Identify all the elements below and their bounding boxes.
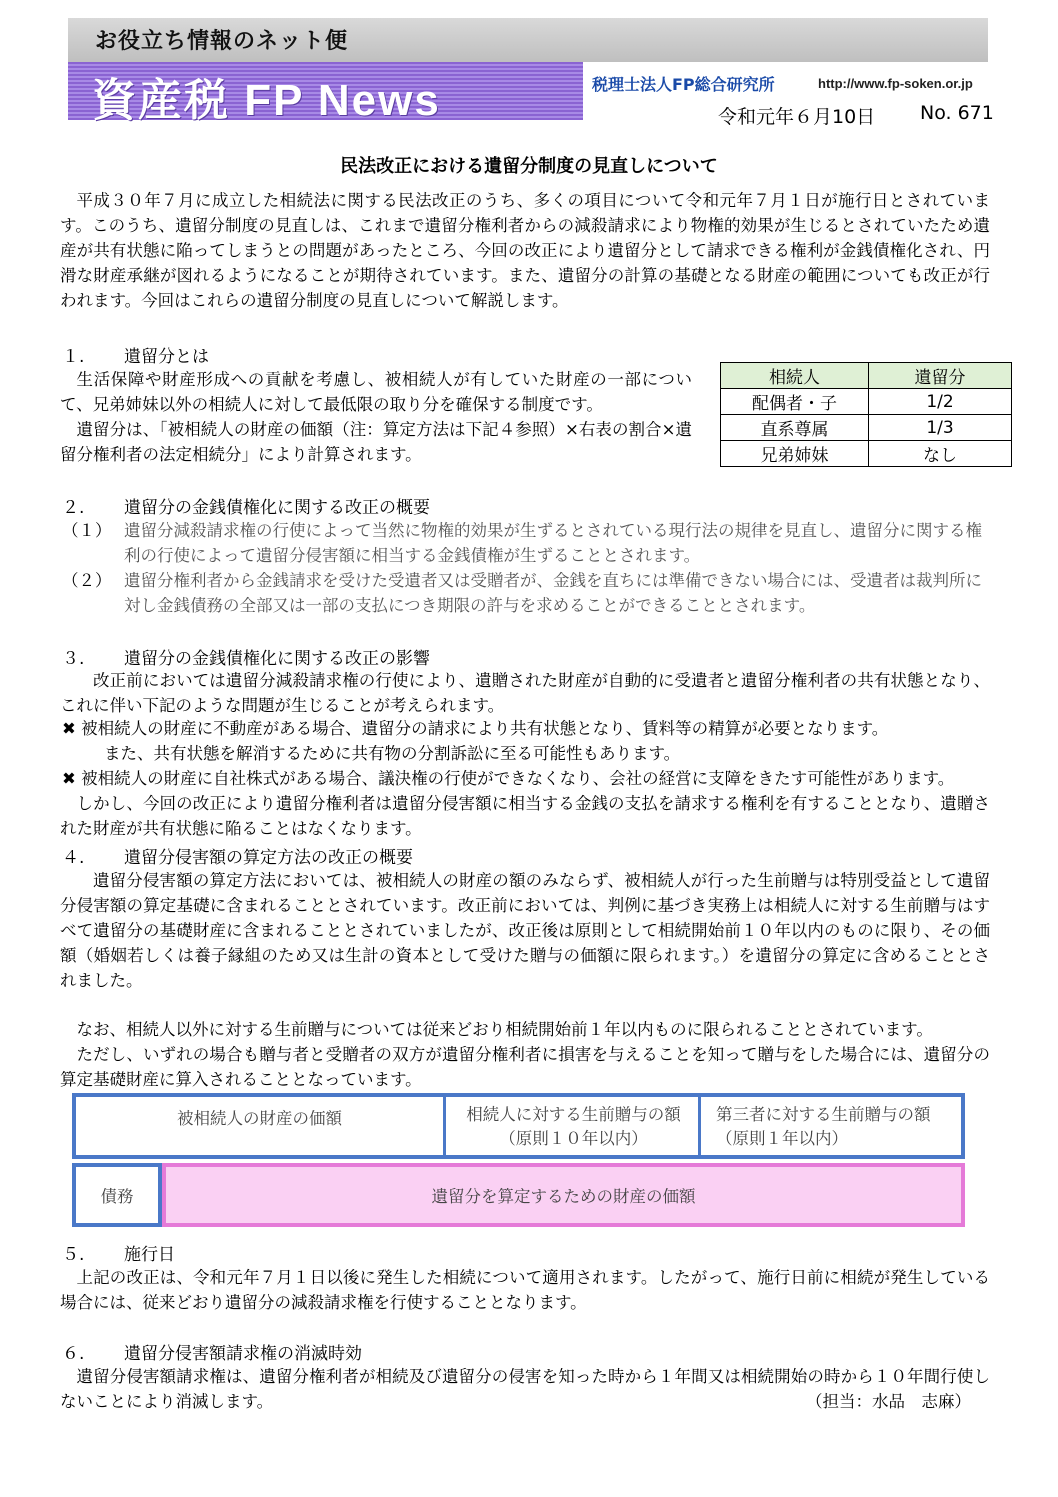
inheritance-share-table [720, 362, 1012, 467]
diagram-label: 被相続人の財産の価額 [177, 1109, 342, 1128]
section-number: ３. [62, 649, 85, 669]
table-header-cell: 相続人 [721, 363, 869, 389]
section-4-paragraph-2: なお、相続人以外に対する生前贈与については従来どおり相続開始前１年以内ものに限られることとされています。 [76, 1020, 933, 1039]
table-row [721, 441, 1012, 467]
diagram-label: 第三者に対する生前贈与の額 [716, 1105, 931, 1124]
section-title: 遺留分侵害額の算定方法の改正の概要 [124, 848, 413, 868]
diagram-box-result [162, 1163, 965, 1227]
section-number: ５. [62, 1245, 85, 1265]
table-cell: 直系尊属 [721, 415, 869, 441]
section-3-paragraph-2: しかし、今回の改正により遺留分権利者は遺留分侵害額に相当する金銭の支払を請求する権利を有することとなり、遺贈された財産が共有状態に陥ることはなくなります。 [60, 794, 990, 838]
section-title: 遺留分とは [124, 347, 209, 367]
intro-paragraph: 平成３０年７月に成立した相続法に関する民法改正のうち、多くの項目について令和元年７月１日が施行日とされています。このうち、遺留分制度の見直しは、これまで遺留分権利者からの減殺請求により物権的効果が生じるとされていたため遺産が共有状態に陥ってしまうとの問題があったところ、今回の改正により遺留分として請求できる権利が金銭債権化され、円滑な財産承継が図れるようになることが期待されています。また、遺留分の計算の基礎となる財産の範囲についても改正が行われます。今回はこれらの遺留分制度の見直しについて解説します。 [60, 191, 990, 310]
table-header-cell: 遺留分 [869, 363, 1012, 389]
section-4-paragraph-3: ただし、いずれの場合も贈与者と受贈者の双方が遺留分権利者に損害を与えることを知って贈与をした場合には、遺留分の算定基礎財産に算入されることとなっています。 [60, 1045, 990, 1089]
list-item [62, 518, 990, 568]
table-cell: なし [869, 441, 1012, 467]
section-1-paragraph-2: 遺留分は、「被相続人の財産の価額（注：算定方法は下記４参照）×右表の割合×遺留分権利者の法定相続分」により計算されます。 [60, 420, 692, 464]
bullet-item-real-estate: ✖ 被相続人の財産に不動産がある場合、遺留分の請求により共有状態となり、賃料等の精算が必要となります。 [62, 719, 889, 738]
article-title: 民法改正における遺留分制度の見直しについて [340, 156, 718, 177]
diagram-sublabel: （原則１年以内） [716, 1129, 848, 1148]
section-number: ２. [62, 498, 85, 518]
section-5-heading [62, 1240, 175, 1265]
section-number: １. [62, 347, 85, 367]
author-credit: （担当：水品 志麻） [806, 1392, 971, 1411]
section-4-heading [62, 843, 413, 868]
section-1-heading [62, 342, 209, 367]
table-row [721, 415, 1012, 441]
section-6-heading [62, 1339, 362, 1364]
table-cell: 1/2 [869, 389, 1012, 415]
section-4-paragraph-1: 遺留分侵害額の算定方法においては、被相続人の財産の額のみならず、被相続人が行った生前贈与は特別受益として遺留分侵害額の算定基礎に含まれることとされています。改正前においては、判例に基づき実務上は相続人に対する生前贈与はすべて遺留分の基礎財産に含まれることとされていましたが、改正後は原則として相続開始前１０年以内のものに限り、その価額（婚姻若しくは養子縁組のため又は生計の資本として受けた贈与の価額に限られます。）を遺留分の算定に含めることとされました。 [60, 871, 990, 990]
section-6-paragraph: 遺留分侵害額請求権は、遺留分権利者が相続及び遺留分の侵害を知った時から１年間又は相続開始の時から１０年間行使しないことにより消滅します。 [60, 1367, 990, 1411]
diagram-box-third-party-gifts [704, 1097, 961, 1155]
list-item-text: 遺留分権利者から金銭請求を受けた受遺者又は受贈者が、金銭を直ちには準備できない場合には、受遺者は裁判所に対し金銭債務の全部又は一部の支払につき期限の許与を求めることができることとされます。 [124, 571, 982, 615]
table-cell: 兄弟姉妹 [721, 441, 869, 467]
section-3-heading [62, 644, 430, 669]
table-header-row [721, 363, 1012, 389]
section-number: ６. [62, 1344, 85, 1364]
section-number: ４. [62, 848, 85, 868]
section-title: 遺留分の金銭債権化に関する改正の影響 [124, 649, 430, 669]
table-cell: 1/3 [869, 415, 1012, 441]
list-item [62, 568, 990, 618]
table-row [721, 389, 1012, 415]
diagram-label: 遺留分を算定するための財産の価額 [431, 1187, 696, 1206]
issue-number: No. 671 [920, 102, 994, 124]
section-title: 遺留分侵害額請求権の消滅時効 [124, 1344, 362, 1364]
diagram-label: 債務 [100, 1187, 134, 1206]
section-3-paragraph-1: 改正前においては遺留分減殺請求権の行使により、遺贈された財産が自動的に受遺者と遺留分権利者の共有状態となり、これに伴い下記のような問題が生じることが考えられます。 [60, 671, 990, 715]
section-2-heading [62, 493, 430, 518]
section-1-paragraph-1: 生活保障や財産形成への貢献を考慮し、被相続人が有していた財産の一部について、兄弟姉妹以外の相続人に対して最低限の取り分を確保する制度です。 [60, 370, 692, 414]
diagram-box-estate-value [76, 1097, 446, 1155]
newsletter-brand-title: 資産税 FP News [92, 76, 441, 125]
firm-name: 税理士法人FP総合研究所 [592, 75, 775, 94]
section-title: 施行日 [124, 1245, 175, 1265]
diagram-sublabel: （原則１０年以内） [499, 1129, 648, 1148]
section-title: 遺留分の金銭債権化に関する改正の概要 [124, 498, 430, 518]
diagram-box-heir-gifts [449, 1097, 701, 1155]
bullet-item-continuation: また、共有状態を解消するために共有物の分割訴訟に至る可能性もあります。 [104, 744, 681, 763]
issue-date: 令和元年６月10日 [718, 106, 876, 128]
bullet-item-company-shares: ✖ 被相続人の財産に自社株式がある場合、議決権の行使ができなくなり、会社の経営に支障をきたす可能性があります。 [62, 769, 955, 788]
list-item-text: 遺留分減殺請求権の行使によって当然に物権的効果が生ずるとされている現行法の規律を見直し、遺留分に関する権利の行使によって遺留分侵害額に相当する金銭債権が生ずることとされます。 [124, 521, 982, 565]
newsletter-tagline: お役立ち情報のネット便 [95, 29, 349, 54]
section-5-paragraph: 上記の改正は、令和元年７月１日以後に発生した相続について適用されます。したがって、施行日前に相続が発生している場合には、従来どおり遺留分の減殺請求権を行使することとなります。 [60, 1268, 990, 1312]
firm-url-link[interactable]: http://www.fp-soken.or.jp [818, 76, 973, 91]
diagram-label: 相続人に対する生前贈与の額 [466, 1105, 681, 1124]
list-item-number: （１） [62, 521, 112, 540]
table-cell: 配偶者・子 [721, 389, 869, 415]
diagram-box-debt [72, 1163, 162, 1227]
list-item-number: （２） [62, 571, 112, 590]
